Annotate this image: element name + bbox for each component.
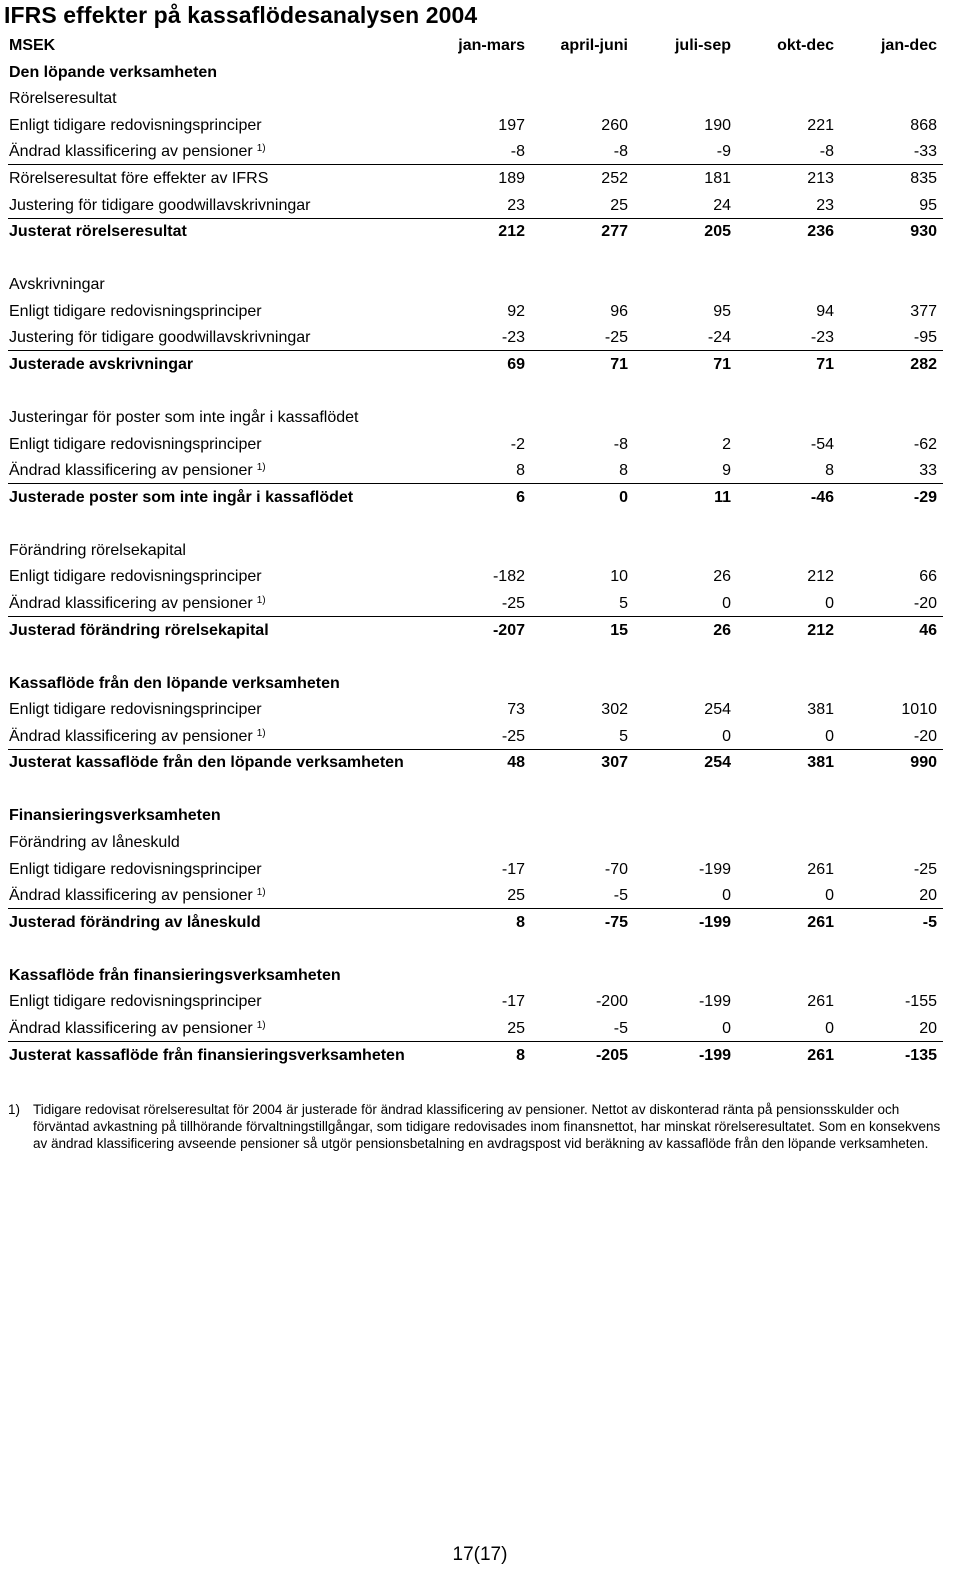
cell-value: -29 bbox=[913, 488, 937, 506]
table-row bbox=[8, 59, 943, 85]
column-header: jan-mars bbox=[458, 37, 525, 54]
row-label-text: Justering för tidigare goodwillavskrivningar bbox=[9, 196, 311, 214]
cell-value: 213 bbox=[807, 170, 834, 187]
cell-value: 25 bbox=[507, 887, 525, 905]
table-row bbox=[8, 617, 943, 643]
table-row bbox=[8, 882, 943, 909]
row-label-text: Förändring rörelsekapital bbox=[9, 541, 186, 559]
footnote-reference: 1) bbox=[256, 1020, 266, 1031]
cell-value: 10 bbox=[610, 568, 628, 586]
table-row bbox=[8, 271, 943, 297]
row-label-text: Justerade poster som inte ingår i kassaflödet bbox=[9, 488, 354, 506]
table-row bbox=[8, 696, 943, 722]
row-label-text: Ändrad klassificering av pensioner bbox=[9, 887, 253, 905]
cell-value: -8 bbox=[510, 143, 525, 161]
cell-value: 95 bbox=[919, 196, 937, 214]
row-label-text: Kassaflöde från den löpande verksamheten bbox=[9, 674, 340, 692]
cell-value: 0 bbox=[722, 1020, 731, 1037]
row-label-text: Ändrad klassificering av pensioner bbox=[9, 143, 253, 161]
footnote-marker: 1) bbox=[8, 1102, 21, 1117]
cell-value: 5 bbox=[619, 595, 628, 612]
table-row bbox=[8, 112, 943, 138]
cell-value: -199 bbox=[698, 913, 731, 931]
cell-value: 261 bbox=[807, 860, 834, 878]
table-row bbox=[8, 856, 943, 882]
table-row bbox=[8, 138, 943, 165]
cell-value: 0 bbox=[825, 727, 834, 745]
cell-value: 205 bbox=[704, 223, 731, 241]
cell-value: 8 bbox=[516, 462, 525, 480]
cell-value: -155 bbox=[904, 993, 937, 1011]
row-label bbox=[9, 595, 266, 613]
table-header-row bbox=[8, 32, 943, 58]
row-label bbox=[9, 409, 359, 427]
table-row bbox=[8, 802, 943, 828]
cell-value: 25 bbox=[507, 1020, 525, 1037]
table-row bbox=[8, 988, 943, 1014]
row-label-text: Enligt tidigare redovisningsprinciper bbox=[9, 435, 262, 453]
row-label bbox=[9, 170, 268, 188]
cell-value: -23 bbox=[501, 329, 525, 347]
footnote-reference: 1) bbox=[256, 143, 266, 155]
row-label bbox=[9, 967, 341, 985]
cell-value: 381 bbox=[807, 754, 834, 772]
table-row bbox=[8, 829, 943, 855]
row-label bbox=[9, 568, 262, 586]
row-label-text: Den löpande verksamheten bbox=[9, 63, 218, 81]
cell-value: -199 bbox=[698, 860, 731, 878]
row-label-text: Enligt tidigare redovisningsprinciper bbox=[9, 116, 262, 134]
row-label bbox=[9, 329, 310, 347]
row-label bbox=[9, 807, 221, 825]
cell-value: -62 bbox=[913, 435, 937, 453]
row-label-text: Ändrad klassificering av pensioner bbox=[9, 727, 253, 745]
column-header: jan-dec bbox=[880, 37, 937, 54]
row-label bbox=[9, 861, 262, 879]
cell-value: 8 bbox=[516, 913, 525, 931]
cell-value: -200 bbox=[595, 993, 628, 1011]
cell-value: 254 bbox=[704, 754, 731, 772]
page-number: 17(17) bbox=[452, 1544, 508, 1565]
cell-value: 868 bbox=[910, 116, 937, 134]
cell-value: 930 bbox=[910, 223, 937, 241]
table-row bbox=[8, 563, 943, 589]
row-label bbox=[9, 462, 266, 480]
row-label-text: Justerad förändring rörelsekapital bbox=[9, 621, 269, 639]
cell-value: -199 bbox=[698, 1046, 731, 1064]
page-title: IFRS effekter på kassaflödesanalysen 2004 bbox=[4, 2, 478, 28]
cell-value: 20 bbox=[919, 1020, 937, 1037]
footnote-reference: 1) bbox=[256, 727, 266, 739]
cell-value: -5 bbox=[922, 913, 937, 931]
cell-value: 15 bbox=[610, 621, 628, 639]
table-row bbox=[8, 218, 943, 244]
row-label bbox=[9, 728, 266, 746]
cell-value: 8 bbox=[619, 462, 628, 480]
cell-value: 260 bbox=[601, 116, 628, 134]
row-label bbox=[9, 622, 269, 640]
cell-value: 5 bbox=[619, 727, 628, 745]
cell-value: -8 bbox=[613, 435, 628, 453]
cell-value: 11 bbox=[714, 488, 731, 506]
row-label bbox=[9, 701, 262, 719]
column-header: april-juni bbox=[560, 37, 628, 54]
table-row bbox=[8, 1042, 943, 1068]
cell-value: -9 bbox=[716, 143, 731, 161]
cell-value: 46 bbox=[919, 621, 937, 639]
cell-value: 24 bbox=[713, 196, 731, 214]
cell-value: -70 bbox=[604, 860, 628, 878]
cell-value: 48 bbox=[507, 754, 525, 772]
cell-value: -33 bbox=[913, 143, 937, 161]
cell-value: -205 bbox=[595, 1046, 628, 1064]
cell-value: -25 bbox=[501, 727, 525, 745]
row-label-text: Justering för tidigare goodwillavskrivningar bbox=[9, 329, 311, 347]
cell-value: 377 bbox=[910, 302, 937, 320]
cell-value: 0 bbox=[825, 887, 834, 905]
row-label bbox=[9, 303, 262, 321]
row-label-text: Rörelseresultat före effekter av IFRS bbox=[9, 170, 269, 187]
cell-value: 20 bbox=[919, 887, 937, 905]
cell-value: -17 bbox=[501, 993, 525, 1011]
cell-value: -20 bbox=[913, 595, 937, 612]
cell-value: 71 bbox=[816, 356, 834, 373]
row-label-text: Justeringar för poster som inte ingår i kassaflödet bbox=[9, 409, 359, 426]
cell-value: 282 bbox=[910, 356, 937, 373]
cell-value: 261 bbox=[807, 1046, 834, 1064]
cell-value: 212 bbox=[807, 568, 834, 586]
cell-value: 381 bbox=[807, 701, 834, 719]
cell-value: 181 bbox=[704, 170, 731, 187]
row-label-text: Justerat rörelseresultat bbox=[9, 223, 187, 241]
row-label bbox=[9, 887, 266, 905]
table-row bbox=[8, 431, 943, 457]
row-label-text: Justerad förändring av låneskuld bbox=[9, 913, 261, 931]
cell-value: 26 bbox=[713, 621, 731, 639]
row-label bbox=[9, 356, 193, 374]
footnote-text: Tidigare redovisat rörelseresultat för 2004 är justerade för ändrad klassificering av pensioner. Nettot av diskonterad ränta på pensionsskulder och förväntad avkastning på tillhörande förvaltningstillgångar, som tidigare redovisades inom finansnettot, har minskat rörelseresultatet. Som en konsekvens av ändrad klassificering avseende pensioner så utgör pensionsbetalning en avdragspost vid beräkning av kassaflöde från den löpande verksamheten. bbox=[33, 1102, 941, 1151]
column-header: okt-dec bbox=[777, 37, 834, 54]
table-row bbox=[8, 484, 943, 510]
table-row bbox=[8, 1015, 943, 1042]
cell-value: 189 bbox=[498, 170, 525, 187]
table-row bbox=[8, 351, 943, 377]
cell-value: 0 bbox=[722, 887, 731, 905]
cell-value: 26 bbox=[713, 568, 731, 586]
cell-value: 71 bbox=[713, 356, 731, 373]
cell-value: -17 bbox=[501, 860, 525, 878]
cell-value: -182 bbox=[492, 568, 525, 586]
cell-value: 66 bbox=[919, 568, 937, 586]
cell-value: -135 bbox=[904, 1046, 937, 1064]
cell-value: -199 bbox=[698, 993, 731, 1011]
cell-value: 252 bbox=[601, 170, 628, 187]
footnote-reference: 1) bbox=[256, 887, 266, 899]
cell-value: -8 bbox=[613, 143, 628, 161]
row-label-text: Enligt tidigare redovisningsprinciper bbox=[9, 302, 262, 320]
row-label-text: Enligt tidigare redovisningsprinciper bbox=[9, 860, 262, 878]
row-label-text: Enligt tidigare redovisningsprinciper bbox=[9, 701, 262, 719]
cell-value: 8 bbox=[825, 462, 834, 480]
row-label-text: Justerat kassaflöde från finansieringsverksamheten bbox=[9, 1046, 405, 1064]
cell-value: -23 bbox=[810, 329, 834, 347]
cell-value: -5 bbox=[613, 887, 628, 905]
cell-value: 95 bbox=[713, 302, 731, 320]
row-label bbox=[9, 754, 404, 772]
cell-value: 212 bbox=[807, 621, 834, 639]
footnote bbox=[8, 1101, 958, 1152]
row-label bbox=[9, 197, 310, 215]
cell-value: 277 bbox=[601, 223, 628, 241]
table-row bbox=[8, 749, 943, 775]
row-label bbox=[9, 64, 217, 82]
cell-value: 261 bbox=[807, 913, 834, 931]
row-label-text: Enligt tidigare redovisningsprinciper bbox=[9, 993, 262, 1011]
row-label bbox=[9, 489, 353, 507]
cell-value: -5 bbox=[613, 1020, 628, 1037]
table-row bbox=[8, 192, 943, 219]
cell-value: 221 bbox=[807, 116, 834, 134]
cell-value: 990 bbox=[910, 754, 937, 772]
row-label-text: Ändrad klassificering av pensioner bbox=[9, 462, 253, 480]
cell-value: -25 bbox=[501, 595, 525, 612]
cell-value: 69 bbox=[507, 356, 525, 373]
row-label-text: Ändrad klassificering av pensioner bbox=[9, 595, 253, 612]
row-label bbox=[9, 143, 266, 161]
row-label bbox=[9, 914, 261, 932]
cell-value: 94 bbox=[816, 302, 834, 320]
cell-value: 8 bbox=[516, 1046, 525, 1064]
column-header: juli-sep bbox=[674, 37, 731, 54]
cell-value: 0 bbox=[722, 595, 731, 612]
cell-value: 23 bbox=[816, 196, 834, 214]
row-label-text: Enligt tidigare redovisningsprinciper bbox=[9, 568, 262, 586]
footnote-reference: 1) bbox=[256, 595, 266, 606]
table-row bbox=[8, 537, 943, 563]
cell-value: 197 bbox=[498, 116, 525, 134]
cell-value: -75 bbox=[604, 913, 628, 931]
cell-value: 302 bbox=[601, 701, 628, 719]
cell-value: 0 bbox=[619, 488, 628, 506]
row-label bbox=[9, 834, 180, 852]
cell-value: 6 bbox=[516, 488, 525, 506]
row-label-text: Ändrad klassificering av pensioner bbox=[9, 1020, 253, 1037]
row-label-text: Kassaflöde från finansieringsverksamheten bbox=[9, 966, 341, 984]
cell-value: 261 bbox=[807, 993, 834, 1011]
table-row bbox=[8, 298, 943, 324]
cell-value: 190 bbox=[704, 116, 731, 134]
cell-value: 0 bbox=[825, 1020, 834, 1037]
row-label bbox=[9, 542, 186, 560]
cell-value: 1010 bbox=[901, 701, 937, 719]
row-label-text: Finansieringsverksamheten bbox=[9, 807, 221, 825]
cell-value: 2 bbox=[722, 435, 731, 453]
row-label bbox=[9, 223, 187, 241]
table-row bbox=[8, 670, 943, 696]
row-label bbox=[9, 90, 117, 108]
cell-value: 254 bbox=[704, 701, 731, 719]
cell-value: 73 bbox=[507, 701, 525, 719]
row-label bbox=[9, 993, 262, 1011]
row-label bbox=[9, 1020, 266, 1038]
cell-value: 92 bbox=[507, 302, 525, 320]
cell-value: 307 bbox=[601, 754, 628, 772]
table-row bbox=[8, 962, 943, 988]
cell-value: 236 bbox=[807, 223, 834, 241]
row-label bbox=[9, 117, 262, 135]
table-row bbox=[8, 590, 943, 617]
table-row bbox=[8, 909, 943, 935]
table-row bbox=[8, 324, 943, 351]
cell-value: -25 bbox=[913, 860, 937, 878]
cell-value: 96 bbox=[610, 302, 628, 320]
row-label-text: Justerade avskrivningar bbox=[9, 356, 194, 373]
cell-value: 9 bbox=[722, 462, 731, 480]
table-row bbox=[8, 404, 943, 430]
cell-value: 23 bbox=[507, 196, 525, 214]
cell-value: -20 bbox=[913, 727, 937, 745]
cell-value: 33 bbox=[919, 462, 937, 480]
cell-value: -95 bbox=[913, 329, 937, 347]
row-label bbox=[9, 436, 262, 454]
row-label bbox=[9, 276, 105, 294]
cell-value: -207 bbox=[492, 621, 525, 639]
cell-value: 212 bbox=[498, 223, 525, 241]
cell-value: 0 bbox=[722, 727, 731, 745]
table-row bbox=[8, 723, 943, 750]
cell-value: 25 bbox=[610, 196, 628, 214]
footnote-reference: 1) bbox=[256, 462, 266, 474]
cell-value: -24 bbox=[707, 329, 731, 347]
cell-value: -54 bbox=[810, 435, 834, 453]
table-row bbox=[8, 457, 943, 484]
row-label-text: Avskrivningar bbox=[9, 276, 105, 294]
cell-value: -46 bbox=[810, 488, 834, 506]
table-row bbox=[8, 85, 943, 111]
cell-value: 71 bbox=[610, 356, 628, 373]
row-label-text: Justerat kassaflöde från den löpande verksamheten bbox=[9, 754, 404, 772]
row-label bbox=[9, 675, 340, 693]
table-row bbox=[8, 165, 943, 191]
cell-value: -8 bbox=[819, 143, 834, 161]
unit-label: MSEK bbox=[9, 37, 56, 54]
row-label-text: Rörelseresultat bbox=[9, 90, 117, 108]
row-label-text: Förändring av låneskuld bbox=[9, 834, 180, 851]
cell-value: -25 bbox=[604, 329, 628, 347]
cell-value: 835 bbox=[910, 170, 937, 187]
cell-value: -2 bbox=[510, 435, 525, 453]
row-label bbox=[9, 1047, 405, 1065]
cell-value: 0 bbox=[825, 595, 834, 612]
